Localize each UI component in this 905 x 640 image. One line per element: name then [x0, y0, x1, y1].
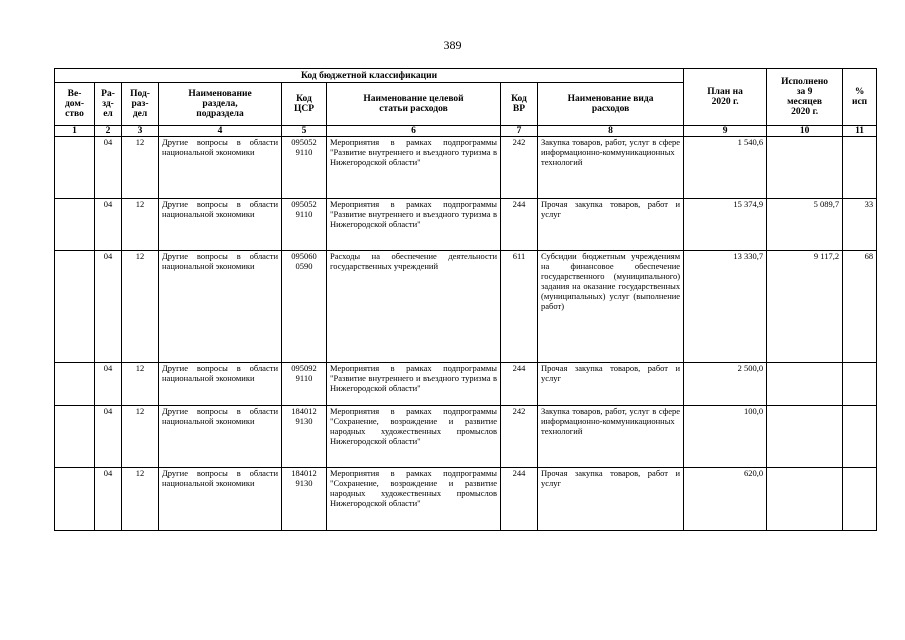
budget-table [54, 68, 877, 531]
cell-name-target: Мероприятия в рамках подпрограммы "Сохранение, возрождение и развитие народных художественных промыслов Нижегородской области" [327, 468, 501, 531]
cell-razdel: 04 [95, 468, 122, 531]
cell-vedomstvo [55, 468, 95, 531]
table-row [55, 468, 877, 531]
cell-plan: 100,0 [684, 406, 767, 468]
cell-name-target: Мероприятия в рамках подпрограммы "Сохранение, возрождение и развитие народных художественных промыслов Нижегородской области" [327, 406, 501, 468]
cell-percent: 68 [843, 251, 877, 363]
header-executed: Исполнено за 9 месяцев 2020 г. [767, 69, 843, 126]
cell-plan: 2 500,0 [684, 363, 767, 406]
header-name-target: Наименование целевой статьи расходов [327, 83, 501, 126]
cell-name-razdel: Другие вопросы в области национальной экономики [159, 363, 282, 406]
cell-podrazdel: 12 [122, 468, 159, 531]
cell-kod-csr: 184012 9130 [282, 406, 327, 468]
cell-name-razdel: Другие вопросы в области национальной экономики [159, 251, 282, 363]
cell-plan: 1 540,6 [684, 137, 767, 199]
cell-executed [767, 137, 843, 199]
cell-name-razdel: Другие вопросы в области национальной экономики [159, 468, 282, 531]
cell-kod-vr: 244 [501, 199, 538, 251]
group-header-budget-classification: Код бюджетной классификации [55, 69, 684, 83]
cell-vedomstvo [55, 406, 95, 468]
cell-executed [767, 406, 843, 468]
cell-kod-vr: 244 [501, 468, 538, 531]
table-row [55, 137, 877, 199]
column-number: 1 [55, 126, 95, 137]
cell-name-razdel: Другие вопросы в области национальной экономики [159, 199, 282, 251]
column-number: 9 [684, 126, 767, 137]
cell-kod-vr: 242 [501, 137, 538, 199]
cell-name-target: Расходы на обеспечение деятельности государственных учреждений [327, 251, 501, 363]
header-percent: % исп [843, 69, 877, 126]
cell-podrazdel: 12 [122, 251, 159, 363]
header-kod-csr: Код ЦСР [282, 83, 327, 126]
cell-kod-csr: 184012 9130 [282, 468, 327, 531]
cell-kod-vr: 242 [501, 406, 538, 468]
header-name-vid: Наименование вида расходов [538, 83, 684, 126]
cell-name-vid: Прочая закупка товаров, работ и услуг [538, 363, 684, 406]
cell-vedomstvo [55, 363, 95, 406]
column-number-row [55, 126, 877, 137]
table-row [55, 199, 877, 251]
cell-podrazdel: 12 [122, 199, 159, 251]
cell-executed [767, 363, 843, 406]
cell-name-vid: Закупка товаров, работ, услуг в сфере информационно-коммуникационных технологий [538, 406, 684, 468]
cell-percent [843, 406, 877, 468]
cell-kod-csr: 095092 9110 [282, 363, 327, 406]
cell-name-vid: Прочая закупка товаров, работ и услуг [538, 468, 684, 531]
cell-plan: 15 374,9 [684, 199, 767, 251]
header-kod-vr: Код ВР [501, 83, 538, 126]
cell-kod-csr: 095052 9110 [282, 199, 327, 251]
column-number: 2 [95, 126, 122, 137]
cell-percent [843, 137, 877, 199]
cell-name-target: Мероприятия в рамках подпрограммы "Развитие внутреннего и въездного туризма в Нижегородской области" [327, 137, 501, 199]
cell-percent [843, 468, 877, 531]
cell-percent [843, 363, 877, 406]
cell-plan: 620,0 [684, 468, 767, 531]
page-number: 389 [443, 38, 462, 52]
cell-kod-vr: 244 [501, 363, 538, 406]
group-header-row [55, 69, 877, 83]
cell-executed [767, 468, 843, 531]
column-number: 5 [282, 126, 327, 137]
header-vedomstvo: Ве- дом- ство [55, 83, 95, 126]
table-row [55, 406, 877, 468]
cell-vedomstvo [55, 199, 95, 251]
header-podrazdel: Под- раз- дел [122, 83, 159, 126]
table-row [55, 251, 877, 363]
cell-name-razdel: Другие вопросы в области национальной экономики [159, 137, 282, 199]
cell-name-target: Мероприятия в рамках подпрограммы "Развитие внутреннего и въездного туризма в Нижегородской области" [327, 363, 501, 406]
cell-razdel: 04 [95, 251, 122, 363]
cell-razdel: 04 [95, 199, 122, 251]
cell-vedomstvo [55, 251, 95, 363]
cell-executed: 5 089,7 [767, 199, 843, 251]
header-plan: План на 2020 г. [684, 69, 767, 126]
cell-podrazdel: 12 [122, 137, 159, 199]
header-name-razdel: Наименование раздела, подраздела [159, 83, 282, 126]
column-number: 6 [327, 126, 501, 137]
cell-name-razdel: Другие вопросы в области национальной экономики [159, 406, 282, 468]
cell-razdel: 04 [95, 363, 122, 406]
column-number: 3 [122, 126, 159, 137]
cell-podrazdel: 12 [122, 363, 159, 406]
cell-name-target: Мероприятия в рамках подпрограммы "Развитие внутреннего и въездного туризма в Нижегородской области" [327, 199, 501, 251]
column-number: 8 [538, 126, 684, 137]
cell-kod-vr: 611 [501, 251, 538, 363]
cell-razdel: 04 [95, 406, 122, 468]
cell-name-vid: Закупка товаров, работ, услуг в сфере информационно-коммуникационных технологий [538, 137, 684, 199]
table-row [55, 363, 877, 406]
cell-name-vid: Субсидии бюджетным учреждениям на финансовое обеспечение государственного (муниципального) задания на оказание государственных (муниципальных) услуг (выполнение работ) [538, 251, 684, 363]
cell-kod-csr: 095060 0590 [282, 251, 327, 363]
header-razdel: Ра- зд- ел [95, 83, 122, 126]
column-number: 11 [843, 126, 877, 137]
cell-name-vid: Прочая закупка товаров, работ и услуг [538, 199, 684, 251]
cell-kod-csr: 095052 9110 [282, 137, 327, 199]
column-number: 4 [159, 126, 282, 137]
cell-vedomstvo [55, 137, 95, 199]
column-number: 7 [501, 126, 538, 137]
cell-podrazdel: 12 [122, 406, 159, 468]
cell-executed: 9 117,2 [767, 251, 843, 363]
cell-percent: 33 [843, 199, 877, 251]
column-number: 10 [767, 126, 843, 137]
cell-razdel: 04 [95, 137, 122, 199]
cell-plan: 13 330,7 [684, 251, 767, 363]
